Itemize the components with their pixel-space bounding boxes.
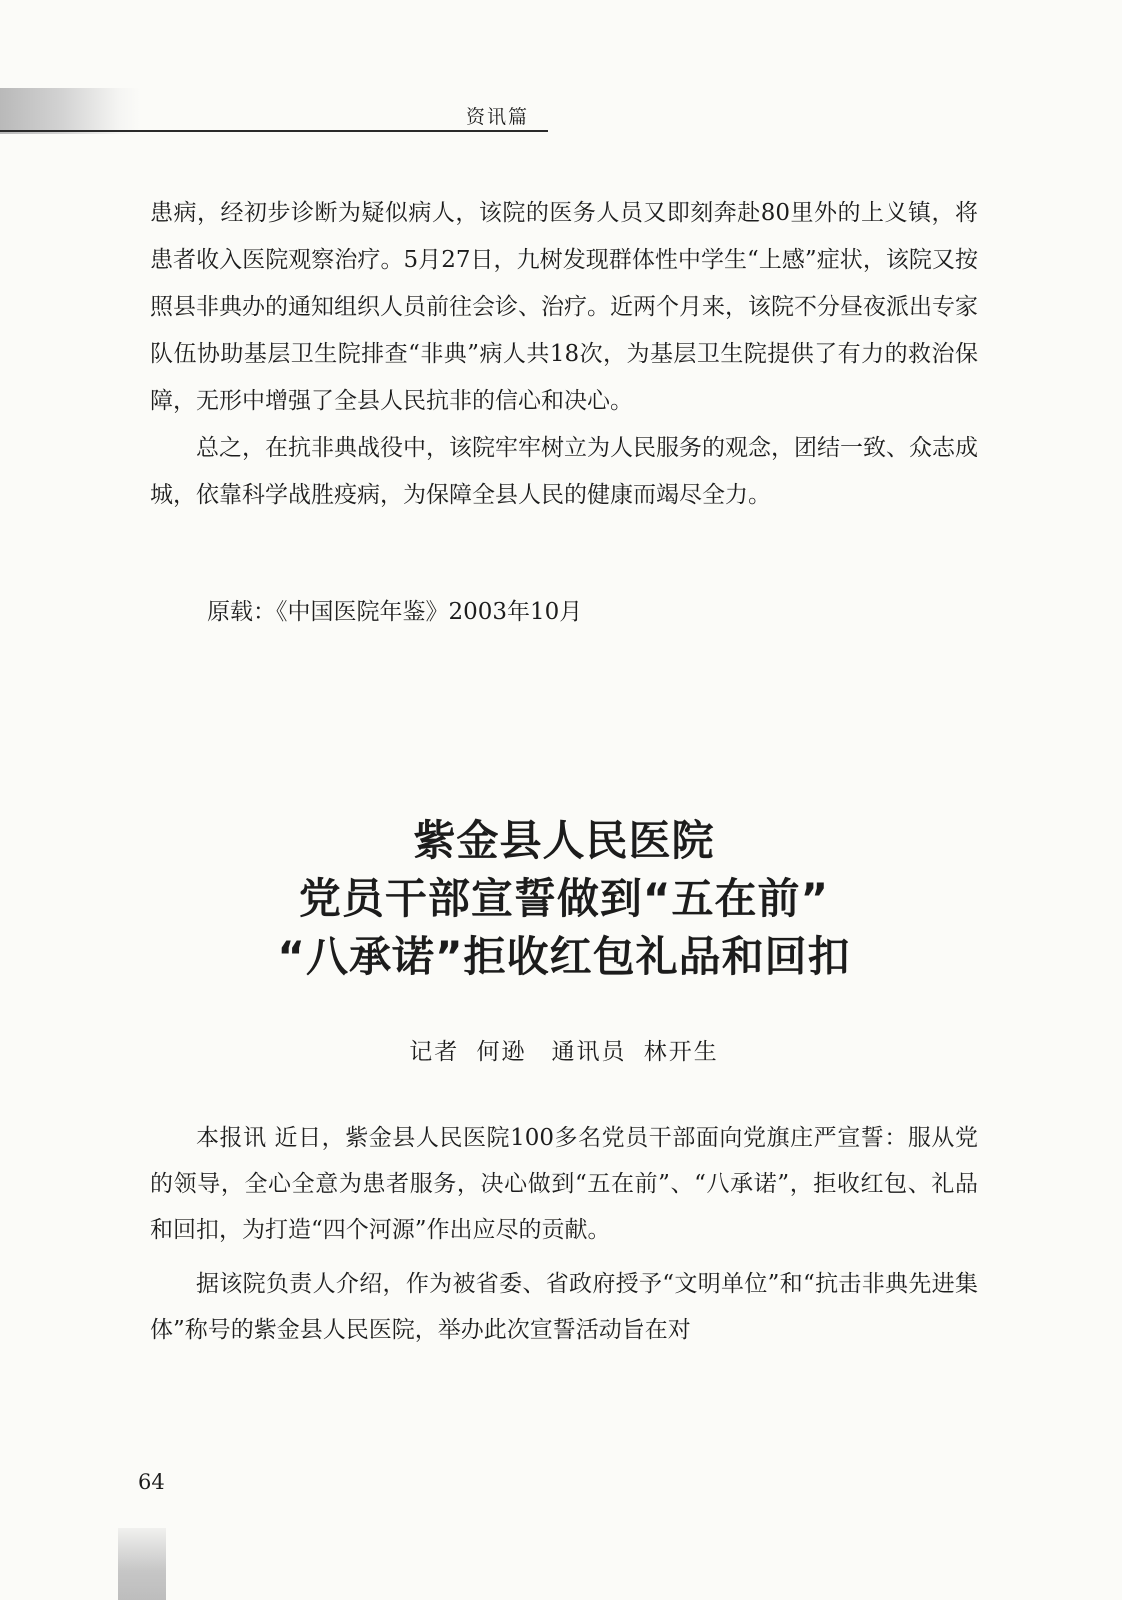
paragraph: 据该院负责人介绍，作为被省委、省政府授予“文明单位”和“抗击非典先进集体”称号的紫金县人民医院，举办此次宣誓活动旨在对 (150, 1271, 978, 1343)
title-line: 紫金县人民医院 (413, 816, 715, 865)
section-header: 资讯篇 (466, 106, 530, 128)
header-rule (0, 130, 548, 132)
previous-article-text (150, 190, 978, 519)
page-number: 64 (138, 1470, 165, 1494)
paragraph: 总之，在抗非典战役中，该院牢牢树立为人民服务的观念，团结一致、众志成城，依靠科学战胜疫病，为保障全县人民的健康而竭尽全力。 (150, 435, 978, 508)
scan-shading (0, 88, 140, 134)
source-citation: 原载：《中国医院年鉴》2003年10月 (207, 599, 583, 625)
byline: 记者 何逊 通讯员 林开生 (409, 1039, 719, 1065)
article-title (150, 812, 978, 986)
title-line: 党员干部宣誓做到“五在前” (298, 874, 830, 923)
paragraph: 患病，经初步诊断为疑似病人，该院的医务人员又即刻奔赴80里外的上义镇，将患者收入医院观察治疗。5月27日，九树发现群体性中学生“上感”症状，该院又按照县非典办的通知组织人员前往会诊、治疗。近两个月来，该院不分昼夜派出专家队伍协助基层卫生院排查“非典”病人共18次，为基层卫生院提供了有力的救治保障，无形中增强了全县人民抗非的信心和决心。 (150, 200, 978, 414)
scan-shading (118, 1528, 166, 1600)
title-line: “八承诺”拒收红包礼品和回扣 (277, 932, 851, 981)
article-body (150, 1115, 978, 1353)
paragraph: 本报讯 近日，紫金县人民医院100多名党员干部面向党旗庄严宣誓：服从党的领导，全心全意为患者服务，决心做到“五在前”、“八承诺”，拒收红包、礼品和回扣，为打造“四个河源”作出应尽的贡献。 (150, 1125, 978, 1243)
